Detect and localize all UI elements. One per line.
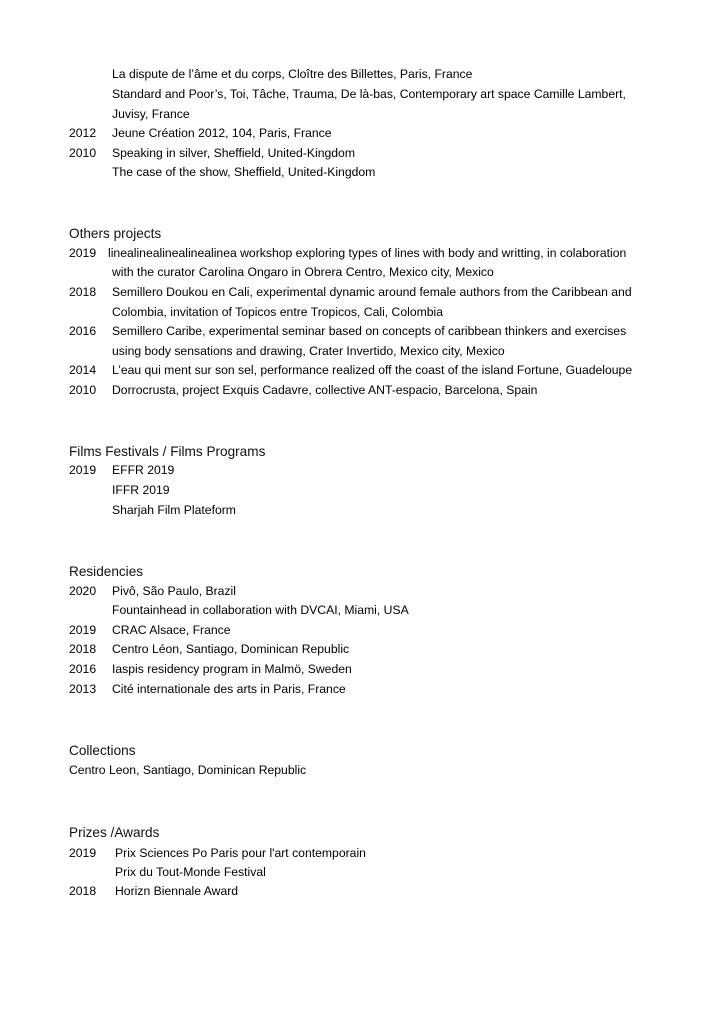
item-year: 2013 bbox=[69, 682, 97, 696]
section-heading: Prizes /Awards bbox=[69, 825, 160, 840]
item-text: Fountainhead in collaboration with DVCAI, Miami, USA bbox=[112, 603, 409, 617]
item-text: Cité internationale des arts in Paris, France bbox=[112, 682, 346, 696]
item-year: 2018 bbox=[69, 642, 97, 656]
item-year: 2012 bbox=[69, 126, 97, 140]
section-heading: Films Festivals / Films Programs bbox=[69, 444, 266, 459]
item-text: La dispute de l’âme et du corps, Cloître des Billettes, Paris, France bbox=[112, 67, 473, 81]
item-text: Juvisy, France bbox=[112, 107, 190, 121]
item-year: 2016 bbox=[69, 324, 97, 338]
section-heading: Residencies bbox=[69, 564, 144, 579]
item-text: The case of the show, Sheffield, United-Kingdom bbox=[112, 165, 376, 179]
item-year: 2014 bbox=[69, 363, 97, 377]
item-year: 2019 bbox=[69, 846, 97, 860]
item-text: Standard and Poor’s, Toi, Tâche, Trauma, De là-bas, Contemporary art space Camille Lambert, bbox=[112, 87, 626, 101]
item-text: Prix du Tout-Monde Festival bbox=[115, 865, 266, 879]
item-text: L’eau qui ment sur son sel, performance realized off the coast of the island Fortune, Guadeloupe bbox=[112, 363, 633, 377]
section-heading: Collections bbox=[69, 743, 136, 758]
item-text: Semillero Caribe, experimental seminar based on concepts of caribbean thinkers and exercises bbox=[112, 324, 627, 338]
item-year: 2020 bbox=[69, 584, 97, 598]
item-text: Sharjah Film Plateform bbox=[112, 503, 236, 517]
item-text: CRAC Alsace, France bbox=[112, 623, 231, 637]
item-text: Horizn Biennale Award bbox=[115, 884, 239, 898]
item-year: 2019 bbox=[69, 246, 97, 260]
item-text: Prix Sciences Po Paris pour l'art contemporain bbox=[115, 846, 366, 860]
item-text: EFFR 2019 bbox=[112, 463, 175, 477]
item-text: linealinealinealinealinea workshop exploring types of lines with body and writting, in colaboration bbox=[108, 246, 627, 260]
item-text: Centro Leon, Santiago, Dominican Republic bbox=[69, 763, 307, 777]
item-text: Colombia, invitation of Topicos entre Tropicos, Cali, Colombia bbox=[112, 305, 444, 319]
item-text: Semillero Doukou en Cali, experimental dynamic around female authors from the Caribbean and bbox=[112, 285, 632, 299]
item-text: Speaking in silver, Sheffield, United-Kingdom bbox=[112, 146, 355, 160]
item-text: Centro Léon, Santiago, Dominican Republic bbox=[112, 642, 350, 656]
section-heading: Others projects bbox=[69, 226, 162, 241]
item-text: Jeune Création 2012, 104, Paris, France bbox=[112, 126, 332, 140]
item-text: using body sensations and drawing, Crater Invertido, Mexico city, Mexico bbox=[112, 344, 505, 358]
item-year: 2010 bbox=[69, 383, 97, 397]
item-text: Pivô, São Paulo, Brazil bbox=[112, 584, 236, 598]
item-year: 2018 bbox=[69, 884, 97, 898]
item-year: 2010 bbox=[69, 146, 97, 160]
item-text: IFFR 2019 bbox=[112, 483, 170, 497]
item-text: Iaspis residency program in Malmö, Sweden bbox=[112, 662, 352, 676]
item-year: 2019 bbox=[69, 623, 97, 637]
item-year: 2016 bbox=[69, 662, 97, 676]
item-text: with the curator Carolina Ongaro in Obrera Centro, Mexico city, Mexico bbox=[112, 265, 494, 279]
item-text: Dorrocrusta, project Exquis Cadavre, collective ANT-espacio, Barcelona, Spain bbox=[112, 383, 538, 397]
item-year: 2019 bbox=[69, 463, 97, 477]
item-year: 2018 bbox=[69, 285, 97, 299]
